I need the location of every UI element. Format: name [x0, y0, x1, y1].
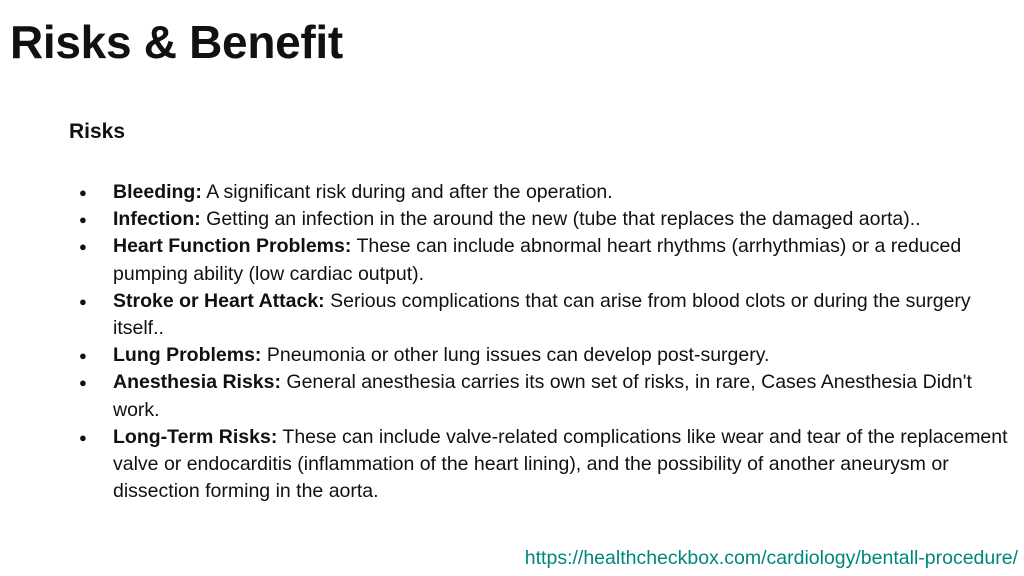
source-link[interactable]: https://healthcheckbox.com/cardiology/bentall-procedure/	[524, 547, 1018, 569]
bullet-icon: ●	[79, 293, 87, 309]
risk-description: These can include valve-related complications like wear and tear of the replacement valve or endocarditis (inflammation of the heart lining), and the possibility of another aneurysm or dissection forming in the aorta.	[113, 425, 1008, 503]
list-item-heart-function	[70, 233, 1010, 287]
risk-label: Heart Function Problems:	[113, 235, 352, 258]
list-item-anesthesia	[70, 369, 1010, 423]
risk-description: General anesthesia carries its own set of risks, in rare, Cases Anesthesia Didn't work.	[113, 371, 972, 421]
risk-description: A significant risk during and after the operation.	[206, 181, 613, 203]
risk-label: Stroke or Heart Attack:	[113, 289, 325, 312]
page-title: Risks & Benefit	[10, 16, 343, 68]
risk-description: Getting an infection in the around the new (tube that replaces the damaged aorta)..	[206, 208, 921, 231]
bullet-icon: ●	[79, 375, 87, 391]
bullet-icon: ●	[79, 185, 87, 200]
risk-list	[70, 179, 1010, 505]
list-item-infection	[70, 206, 1010, 233]
bullet-icon: ●	[79, 348, 87, 364]
bullet-icon: ●	[79, 239, 87, 255]
risk-description: These can include abnormal heart rhythms (arrhythmias) or a reduced pumping ability (low cardiac output).	[113, 235, 962, 285]
risk-label: Lung Problems:	[113, 344, 262, 367]
risk-label: Long-Term Risks:	[113, 425, 278, 448]
list-item-bleeding	[70, 179, 1010, 206]
list-item-stroke	[70, 288, 1010, 342]
risk-description: Serious complications that can arise from blood clots or during the surgery itself..	[113, 289, 971, 340]
risk-label: Anesthesia Risks:	[113, 371, 281, 394]
bullet-icon: ●	[79, 429, 87, 445]
bullet-icon: ●	[79, 212, 87, 228]
risk-label: Infection:	[113, 208, 201, 231]
list-item-long-term	[70, 424, 1010, 506]
risk-description: Pneumonia or other lung issues can develop post-surgery.	[266, 344, 770, 367]
section-heading-risks: Risks	[69, 120, 126, 143]
list-item-lung	[70, 342, 1010, 369]
risk-label: Bleeding:	[113, 181, 202, 203]
